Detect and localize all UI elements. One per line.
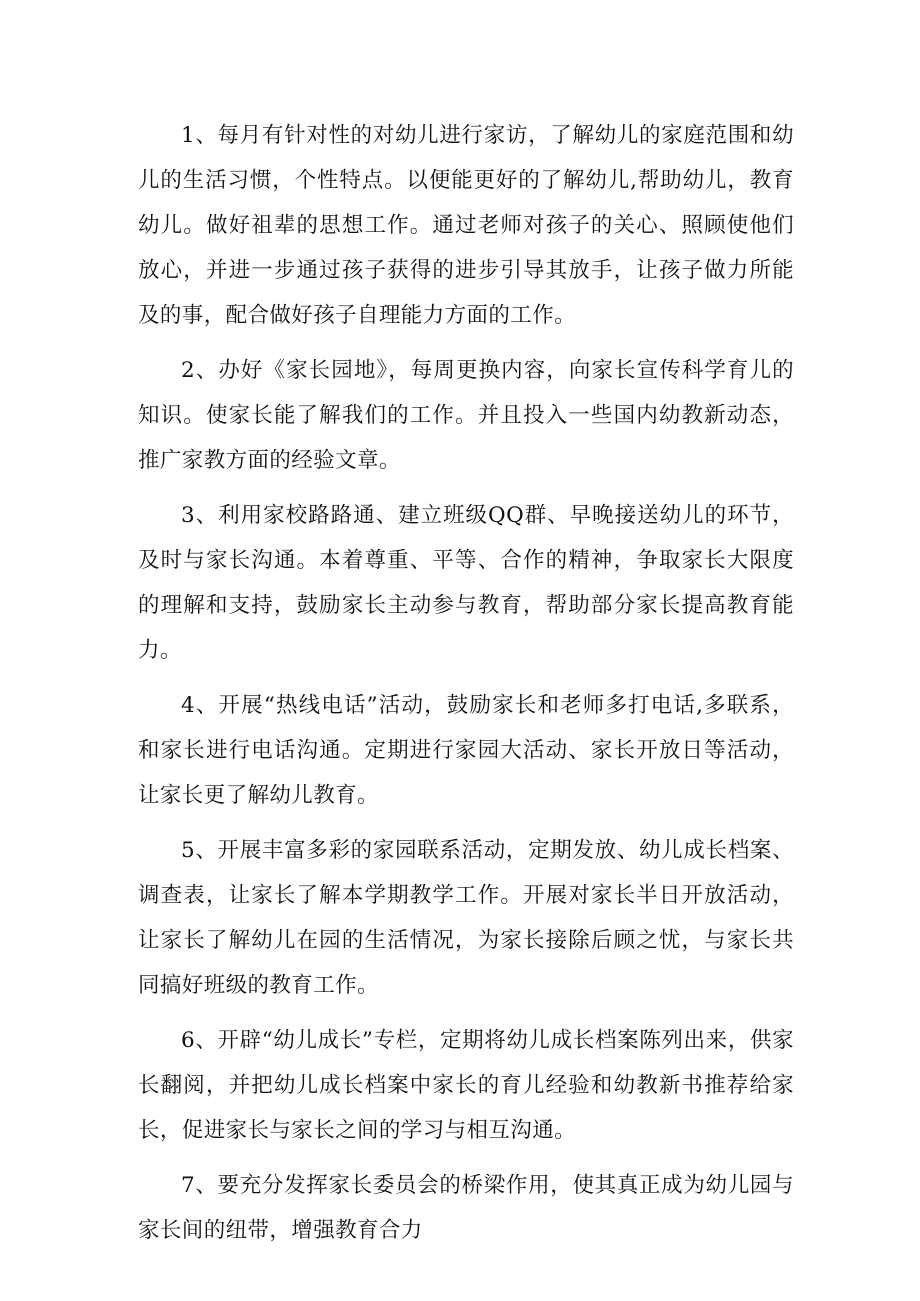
paragraph-4: 4、开展“热线电话”活动，鼓励家长和老师多打电话,多联系，和家长进行电话沟通。定期进行家园大活动、家长开放日等活动，让家长更了解幼儿教育。 (138, 693, 794, 808)
paragraph-7: 7、要充分发挥家长委员会的桥梁作用，使其真正成为幼儿园与家长间的纽带，增强教育合力 (138, 1173, 794, 1243)
paragraph-6: 6、开辟“幼儿成长”专栏，定期将幼儿成长档案陈列出来，供家长翻阅，并把幼儿成长档案中家长的育儿经验和幼教新书推荐给家长，促进家长与家长之间的学习与相互沟通。 (138, 1028, 794, 1143)
paragraph-2: 2、办好《家长园地》，每周更换内容，向家长宣传科学育儿的知识。使家长能了解我们的工作。并且投入一些国内幼教新动态，推广家教方面的经验文章。 (138, 358, 794, 473)
paragraph-1: 1、每月有针对性的对幼儿进行家访，了解幼儿的家庭范围和幼儿的生活习惯，个性特点。以便能更好的了解幼儿,帮助幼儿，教育幼儿。做好祖辈的思想工作。通过老师对孩子的关心、照顾使他们放心，并进一步通过孩子获得的进步引导其放手，让孩子做力所能及的事，配合做好孩子自理能力方面的工作。 (138, 123, 794, 328)
paragraph-5: 5、开展丰富多彩的家园联系活动，定期发放、幼儿成长档案、调查表，让家长了解本学期教学工作。开展对家长半日开放活动，让家长了解幼儿在园的生活情况，为家长接除后顾之忧，与家长共同搞好班级的教育工作。 (138, 838, 794, 998)
paragraph-3: 3、利用家校路路通、建立班级QQ群、早晚接送幼儿的环节，及时与家长沟通。本着尊重、平等、合作的精神，争取家长大限度的理解和支持，鼓励家长主动参与教育，帮助部分家长提高教育能力。 (138, 503, 794, 663)
document-page (138, 113, 794, 1263)
